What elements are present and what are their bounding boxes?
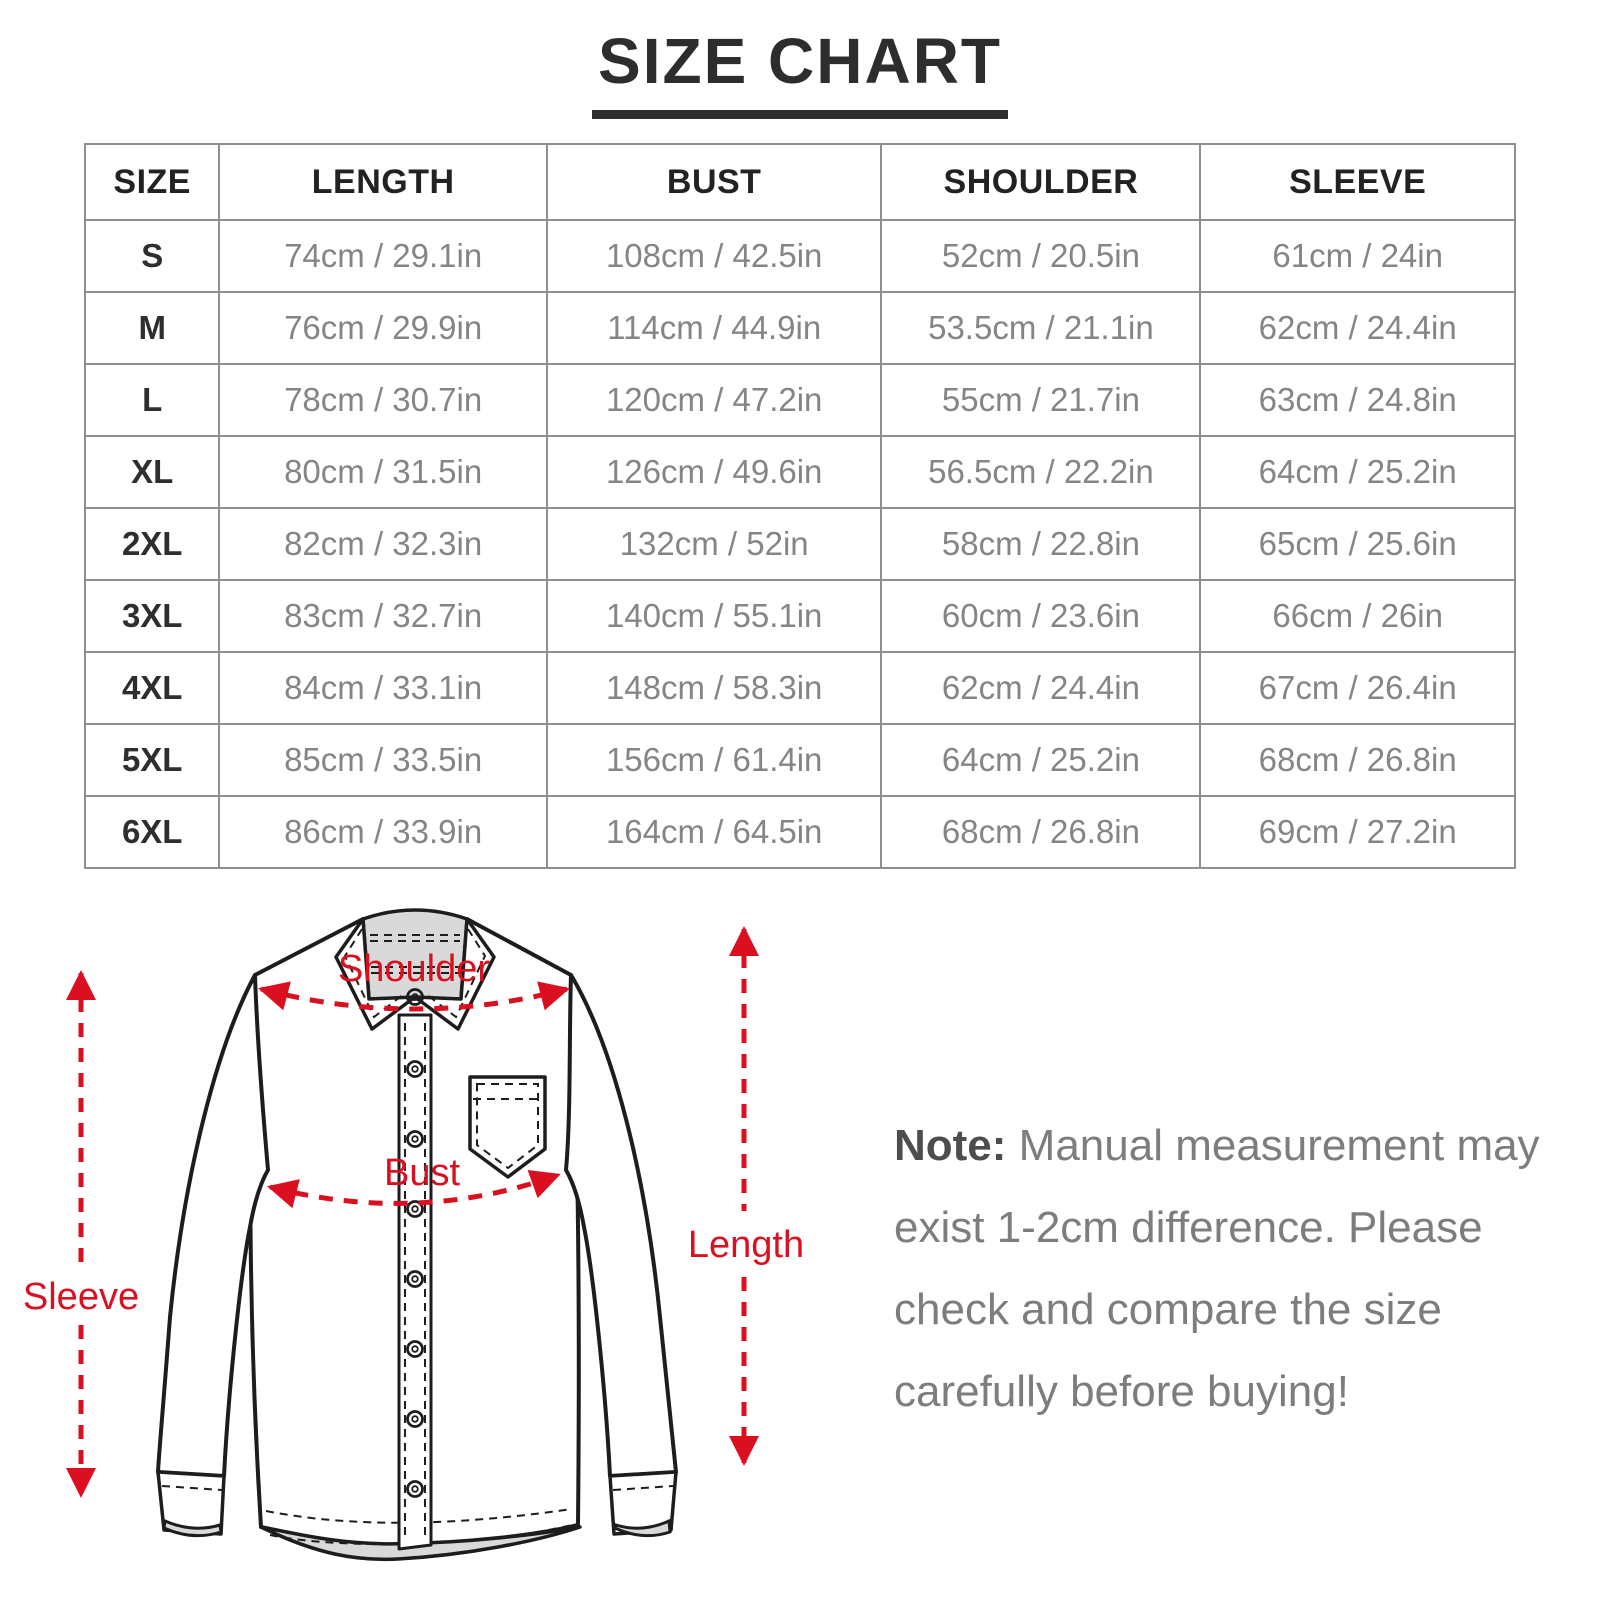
size-cell: 4XL <box>85 652 219 724</box>
size-table-body <box>85 220 1515 868</box>
column-header-size: SIZE <box>85 144 219 220</box>
measurement-cell: 68cm / 26.8in <box>881 796 1200 868</box>
right-sleeve <box>566 975 676 1536</box>
bottom-section <box>0 877 1600 1583</box>
measurement-cell: 132cm / 52in <box>547 508 882 580</box>
measurement-cell: 76cm / 29.9in <box>219 292 546 364</box>
measurement-cell: 80cm / 31.5in <box>219 436 546 508</box>
size-table-header <box>85 144 1515 220</box>
measurement-cell: 61cm / 24in <box>1200 220 1515 292</box>
measurement-cell: 140cm / 55.1in <box>547 580 882 652</box>
measurement-cell: 63cm / 24.8in <box>1200 364 1515 436</box>
measurement-cell: 60cm / 23.6in <box>881 580 1200 652</box>
table-row <box>85 652 1515 724</box>
table-row <box>85 508 1515 580</box>
table-row <box>85 436 1515 508</box>
note-text <box>894 1105 1544 1433</box>
table-row <box>85 724 1515 796</box>
note-prefix: Note: <box>894 1121 1007 1170</box>
column-header-bust: BUST <box>547 144 882 220</box>
table-row <box>85 796 1515 868</box>
measurement-cell: 114cm / 44.9in <box>547 292 882 364</box>
bust-label: Bust <box>383 1152 461 1194</box>
measurement-cell: 126cm / 49.6in <box>547 436 882 508</box>
title-section <box>0 0 1600 119</box>
table-row <box>85 292 1515 364</box>
measurement-cell: 86cm / 33.9in <box>219 796 546 868</box>
column-header-length: LENGTH <box>219 144 546 220</box>
size-cell: XL <box>85 436 219 508</box>
measurement-cell: 83cm / 32.7in <box>219 580 546 652</box>
measurement-cell: 66cm / 26in <box>1200 580 1515 652</box>
measurement-cell: 84cm / 33.1in <box>219 652 546 724</box>
measurement-cell: 62cm / 24.4in <box>881 652 1200 724</box>
measurement-cell: 78cm / 30.7in <box>219 364 546 436</box>
measurement-cell: 53.5cm / 21.1in <box>881 292 1200 364</box>
size-cell: 5XL <box>85 724 219 796</box>
measurement-cell: 62cm / 24.4in <box>1200 292 1515 364</box>
shoulder-label: Shoulder <box>337 948 491 990</box>
measurement-cell: 68cm / 26.8in <box>1200 724 1515 796</box>
measurement-cell: 82cm / 32.3in <box>219 508 546 580</box>
measurement-cell: 55cm / 21.7in <box>881 364 1200 436</box>
length-label: Length <box>687 1224 805 1266</box>
size-cell: 3XL <box>85 580 219 652</box>
sleeve-label: Sleeve <box>22 1276 140 1318</box>
measurement-cell: 69cm / 27.2in <box>1200 796 1515 868</box>
size-cell: S <box>85 220 219 292</box>
measurement-cell: 56.5cm / 22.2in <box>881 436 1200 508</box>
page-title: SIZE CHART <box>592 24 1008 119</box>
measurement-cell: 52cm / 20.5in <box>881 220 1200 292</box>
size-table <box>84 143 1516 869</box>
size-cell: 2XL <box>85 508 219 580</box>
shirt-measurement-diagram <box>18 877 838 1583</box>
measurement-cell: 74cm / 29.1in <box>219 220 546 292</box>
column-header-shoulder: SHOULDER <box>881 144 1200 220</box>
measurement-cell: 67cm / 26.4in <box>1200 652 1515 724</box>
size-cell: L <box>85 364 219 436</box>
table-row <box>85 220 1515 292</box>
measurement-cell: 164cm / 64.5in <box>547 796 882 868</box>
size-cell: M <box>85 292 219 364</box>
measurement-cell: 65cm / 25.6in <box>1200 508 1515 580</box>
measurement-cell: 64cm / 25.2in <box>881 724 1200 796</box>
table-row <box>85 580 1515 652</box>
table-row <box>85 364 1515 436</box>
measurement-cell: 64cm / 25.2in <box>1200 436 1515 508</box>
column-header-sleeve: SLEEVE <box>1200 144 1515 220</box>
measurement-cell: 108cm / 42.5in <box>547 220 882 292</box>
measurement-cell: 148cm / 58.3in <box>547 652 882 724</box>
size-cell: 6XL <box>85 796 219 868</box>
note-body: Manual measurement may exist 1-2cm difference. Please check and compare the size carefully before buying! <box>894 1121 1540 1416</box>
header-row <box>85 144 1515 220</box>
measurement-cell: 156cm / 61.4in <box>547 724 882 796</box>
measurement-cell: 58cm / 22.8in <box>881 508 1200 580</box>
measurement-cell: 120cm / 47.2in <box>547 364 882 436</box>
measurement-cell: 85cm / 33.5in <box>219 724 546 796</box>
